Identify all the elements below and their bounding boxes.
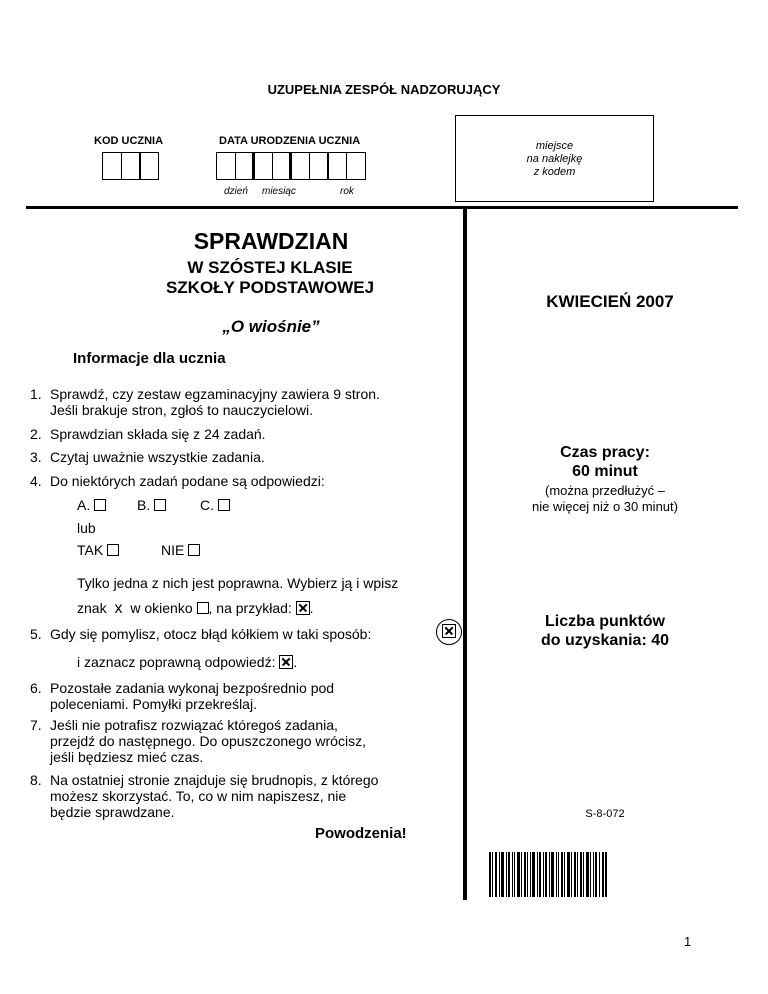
year-cell[interactable] [346,152,366,180]
option-c-label: C. [200,497,214,513]
option-box [94,499,106,511]
exam-date: KWIECIEŃ 2007 [546,292,674,311]
sticker-box [455,115,654,202]
student-code-label: KOD UCZNIA [94,135,164,147]
option-yes-label: TAK [77,542,104,558]
correct-line-text: . [293,654,298,670]
points-block [470,612,740,650]
sticker-line: z kodem [533,166,576,178]
instruction-number: 7. [30,717,42,733]
option-a [77,497,106,513]
day-label: dzień [224,186,248,197]
points-line: Liczba punktów [545,613,665,630]
month-cell[interactable] [272,152,292,180]
exam-title: SPRAWDZIAN [193,228,349,254]
exam-subtitle: „O wiośnie” [222,317,320,336]
circled-mistake-example [436,619,462,645]
student-code-cells[interactable] [102,152,158,180]
option-a-label: A. [77,497,91,513]
option-box [107,544,119,556]
instruction-number: 6. [30,680,42,696]
instruction-text: Na ostatniej stronie znajduje się brudnopis, z którego możesz skorzystać. To, co w nim napiszesz, nie będzie sprawdzane. [50,772,379,820]
instruction-text: Jeśli nie potrafisz rozwiązać któregoś zadania, przejdź do następnego. Do opuszczonego wrócisz, jeśli będziesz mieć czas. [50,717,366,765]
instruction-text: Czytaj uważnie wszystkie zadania. [50,449,265,465]
sticker-line: miejsce [535,140,574,152]
checked-box-example [296,601,310,615]
checked-box-icon [442,624,456,638]
supervisor-label: UZUPEŁNIA ZESPÓŁ NADZORUJĄCY [267,82,501,97]
instruction-text: Sprawdź, czy zestaw egzaminacyjny zawiera 9 stron. Jeśli brakuje stron, zgłoś to nauczycielowi. [50,386,380,418]
birth-date-label: DATA URODZENIA UCZNIA [219,135,361,147]
points-line: do uzyskania: 40 [540,632,670,649]
correct-line [77,654,297,670]
code-cell[interactable] [102,152,122,180]
code-cell[interactable] [121,152,141,180]
mark-line-text: , na przykład: [208,600,292,616]
info-heading: Informacje dla ucznia [73,350,226,367]
time-note: nie więcej niż o 30 minut) [532,499,678,514]
day-cell[interactable] [235,152,255,180]
option-box [218,499,230,511]
good-luck: Powodzenia! [315,825,407,842]
mark-line-text: znak [77,600,107,616]
exam-title-line3: SZKOŁY PODSTAWOWEJ [165,278,375,297]
barcode-icon [489,852,607,897]
time-block [470,443,740,515]
instruction-number: 2. [30,426,42,442]
option-b [137,497,166,513]
instruction-number: 5. [30,626,42,642]
only-one-text: Tylko jedna z nich jest poprawna. Wybierz ją i wpisz [77,575,399,591]
instruction-number: 4. [30,473,42,489]
month-cell[interactable] [253,152,273,180]
option-b-label: B. [137,497,151,513]
instruction-text: Sprawdzian składa się z 24 zadań. [50,426,266,442]
mark-line-text: w okienko [130,600,193,616]
day-cell[interactable] [216,152,236,180]
instruction-number: 3. [30,449,42,465]
time-heading: Czas pracy: [560,444,650,461]
year-label: rok [340,186,354,197]
instruction-text: Pozostałe zadania wykonaj bezpośrednio pod poleceniami. Pomyłki przekreślaj. [50,680,335,712]
option-box [188,544,200,556]
time-note: (można przedłużyć – [545,483,665,498]
option-no [161,542,200,558]
option-box [154,499,166,511]
empty-box-example [197,602,209,614]
time-minutes: 60 minut [572,463,638,480]
instruction-number: 8. [30,772,42,788]
mark-x: x [114,600,123,617]
instruction-number: 1. [30,386,42,402]
option-no-label: NIE [161,542,185,558]
checked-box-example [279,655,293,669]
option-c [200,497,230,513]
correct-line-text: i zaznacz poprawną odpowiedź: [77,654,276,670]
mark-line-text: . [309,600,314,616]
instruction-text: Do niektórych zadań podane są odpowiedzi: [50,473,325,489]
exam-title-line2: W SZÓSTEJ KLASIE [187,258,353,277]
year-cell[interactable] [290,152,310,180]
year-cell[interactable] [309,152,329,180]
birth-date-cells[interactable] [216,152,364,180]
mark-line [77,600,314,618]
or-text: lub [77,520,96,536]
horizontal-divider [26,206,738,209]
instruction-text: Gdy się pomylisz, otocz błąd kółkiem w taki sposób: [50,626,372,642]
option-yes [77,542,119,558]
page-number: 1 [684,934,692,949]
sticker-line: na naklejkę [526,153,583,165]
year-cell[interactable] [327,152,347,180]
exam-code: S-8-072 [585,808,625,820]
month-label: miesiąc [262,186,296,197]
code-cell[interactable] [139,152,159,180]
